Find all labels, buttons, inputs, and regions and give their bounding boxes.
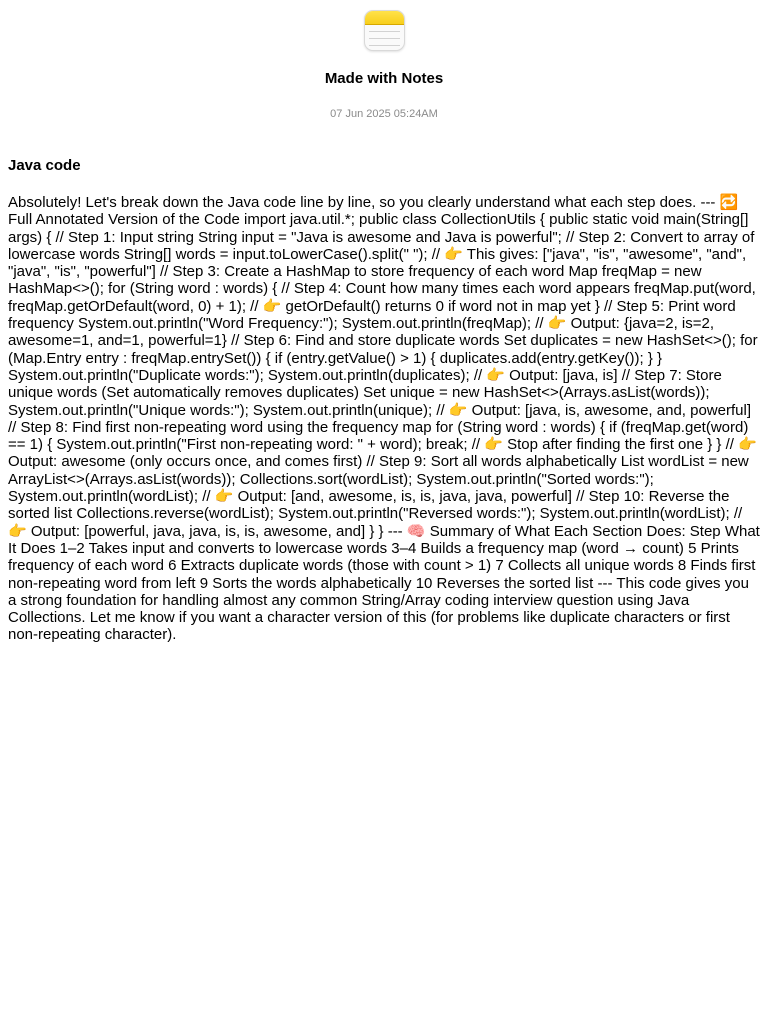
- timestamp: 07 Jun 2025 05:24AM: [330, 108, 438, 120]
- notes-app-icon: [364, 10, 405, 51]
- note-title: Java code: [8, 157, 81, 174]
- page-title: Made with Notes: [324, 70, 444, 87]
- note-body: Absolutely! Let's break down the Java code line by line, so you clearly understand what each step does. --- 🔁 Full Annotated Version of the Code import java.util.*; public class CollectionUtils { public static void main(String[] args) { // Step 1: Input string String input = "Java is awesome and Java is powerful"; // Step 2: Convert to array of lowercase words String[] words = input.toLowerCase().split(" "); // 👉 This gives: ["java", "is", "awesome", "and", "java", "is", "powerful"] // Step 3: Create a HashMap to store frequency of each word Map freqMap = new HashMap<>(); for (String word : words) { // Step 4: Count how many times each word appears freqMap.put(word, freqMap.getOrDefault(word, 0) + 1); // 👉 getOrDefault() returns 0 if word not in map yet } // Step 5: Print word frequency System.out.println("Word Frequency:"); System.out.println(freqMap); // 👉 Output: {java=2, is=2, awesome=1, and=1, powerful=1} // Step 6: Find and store duplicate words Set duplicates = new HashSet<>(); for (Map.Entry entry : freqMap.entrySet()) { if (entry.getValue() > 1) { duplicates.add(entry.getKey()); } } System.out.println("Duplicate words:"); System.out.println(duplicates); // 👉 Output: [java, is] // Step 7: Store unique words (Set automatically removes duplicates) Set unique = new HashSet<>(Arrays.asList(words)); System.out.println("Unique words:"); System.out.println(unique); // 👉 Output: [java, is, awesome, and, powerful] // Step 8: Find first non-repeating word using the frequency map for (String word : words) { if (freqMap.get(word) == 1) { System.out.println("First non-repeating word: " + word); break; // 👉 Stop after finding the first one } } // 👉 Output: awesome (only occurs once, and comes first) // Step 9: Sort all words alphabetically List wordList = new ArrayList<>(Arrays.asList(words)); Collections.sort(wordList); System.out.println("Sorted words:"); System.out.println(wordList); // 👉 Output: [and, awesome, is, is, java, java, powerful] // Step 10: Reverse the sorted list Collections.reverse(wordList); System.out.println("Reversed words:"); System.out.println(wordList); // 👉 Output: [powerful, java, java, is, is, awesome, and] } } --- 🧠 Summary of What Each Section Does: Step What It Does 1–2 Takes input and converts to lowercase words 3–4 Builds a frequency map (word → count) 5 Prints frequency of each word 6 Extracts duplicate words (those with count > 1) 7 Collects all unique words 8 Finds first non-repeating word from left 9 Sorts the words alphabetically 10 Reverses the sorted list --- This code gives you a strong foundation for handling almost any common String/Array coding interview question using Java Collections. Let me know if you want a character version of this (for problems like duplicate characters or first non-repeating character).: [8, 194, 760, 644]
